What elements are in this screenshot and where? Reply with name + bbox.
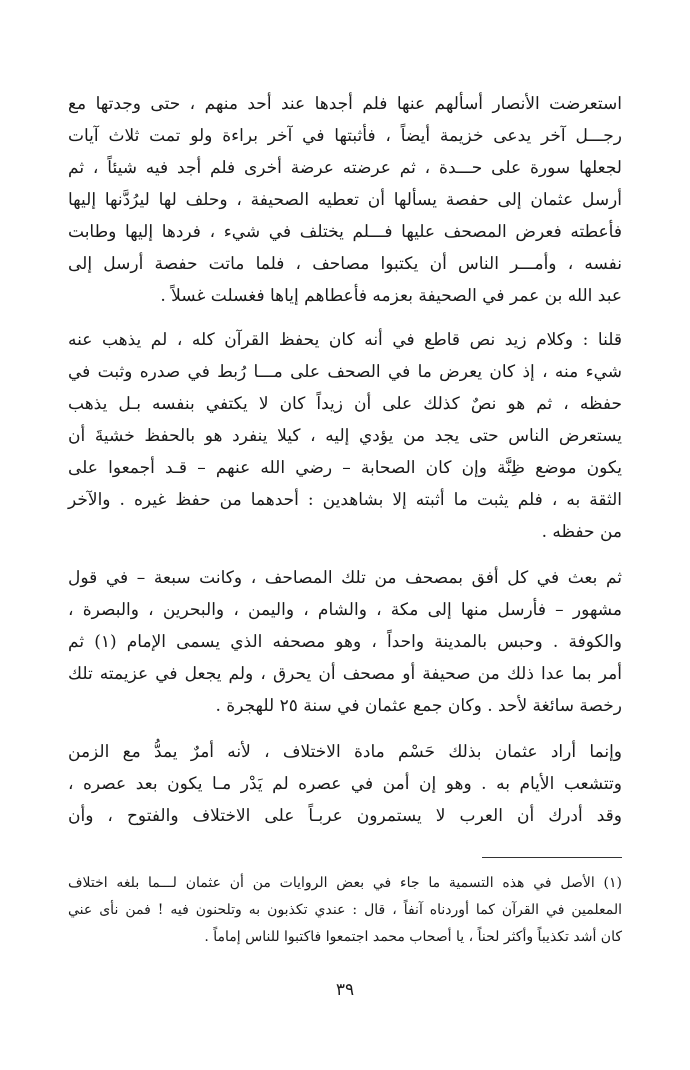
text-line: رجـــل آخر يدعى خزيمة أيضاً ، فأثبتها في آخر براءة ولو تمت ثلاث آيات bbox=[68, 126, 622, 146]
text-line: وتتشعب الأيام به . وهو إن أمن في عصره لم يَدْر مـا يكون بعد عصره ، bbox=[68, 774, 622, 794]
page-number: ٣٩ bbox=[335, 980, 355, 1000]
footnote bbox=[68, 870, 622, 951]
footnote-line: كان أشد تكذيباً وأكثر لحناً ، يا أصحاب محمد اجتمعوا فاكتبوا للناس إماماً . bbox=[204, 929, 622, 945]
paragraph-1 bbox=[68, 88, 622, 312]
text-line: رخصة سائغة لأحد . وكان جمع عثمان في سنة ٢٥ للهجرة . bbox=[215, 696, 622, 716]
text-line: قلنا : وكلام زيد نص قاطع في أنه كان يحفظ القرآن كله ، لم يذهب عنه bbox=[68, 330, 622, 350]
main-text bbox=[68, 88, 622, 846]
text-line: وإنما أراد عثمان بذلك حَسْم مادة الاختلاف ، لأنه أمرٌ يمدُّ مع الزمن bbox=[68, 742, 622, 762]
text-line: أمر بما عدا ذلك من صحيفة أو مصحف أن يحرق ، ولم يجعل في عزيمته تلك bbox=[68, 664, 622, 684]
text-line: الثقة به ، فلم يثبت ما أثبته إلا بشاهدين : أحدهما من حفظ غيره . والآخر bbox=[68, 490, 622, 510]
text-line: شيء منه ، إذ كان يعرض ما في الصحف على مـــا رُبط في صدره وثبت في bbox=[68, 362, 622, 382]
text-line: من حفظه . bbox=[541, 522, 622, 542]
text-line: عبد الله بن عمر في الصحيفة بعزمه فأعطاهم إياها فغسلت غسلاً . bbox=[160, 286, 622, 306]
paragraph-3 bbox=[68, 562, 622, 722]
footnote-line: المعلمين في القرآن كما أوردناه آنفاً ، قال : عندي تكذبون به وتلحنون فيه ! فمن نأى عني bbox=[68, 902, 622, 918]
text-line: يكون موضع ظِنَّة وإن كان الصحابة – رضي الله عنهم – قـد أجمعوا على bbox=[68, 458, 622, 478]
text-line: استعرضت الأنصار أسألهم عنها فلم أجدها عند أحد منهم ، حتى وجدتها مع bbox=[68, 94, 622, 114]
paragraph-2 bbox=[68, 324, 622, 548]
text-line: فأعطته فعرض المصحف عليها فـــلم يختلف في شيء ، فردها إليها وطابت bbox=[68, 222, 622, 242]
text-line: يستعرض الناس حتى يجد من يؤدي إليه ، كيلا ينفرد هو بالحفظ خشيةَ أن bbox=[68, 426, 622, 446]
text-line: لجعلها سورة على حـــدة ، ثم عرضته عرضة أخرى فلم أجد فيه شيئاً ، ثم bbox=[68, 158, 622, 178]
text-line: أرسل عثمان إلى حفصة يسألها أن تعطيه الصحيفة ، وحلف لها ليرُدَّنها إليها bbox=[68, 190, 622, 210]
footnote-divider bbox=[482, 857, 622, 858]
text-line: مشهور – فأرسل منها إلى مكة ، والشام ، واليمن ، والبحرين ، والبصرة ، bbox=[68, 600, 622, 620]
text-line: نفسه ، وأمـــر الناس أن يكتبوا مصاحف ، فلما ماتت حفصة أرسل إلى bbox=[68, 254, 622, 274]
text-line: والكوفة . وحبس بالمدينة واحداً ، وهو مصحفه الذي يسمى الإمام (١) ثم bbox=[68, 632, 622, 652]
paragraph-4 bbox=[68, 736, 622, 832]
text-line: ثم بعث في كل أفق بمصحف من تلك المصاحف ، وكانت سبعة – في قول bbox=[68, 568, 622, 588]
text-line: حفظه ، ثم هو نصٌ كذلك على أن زيداً كان لا يكتفي بنفسه بـل يذهب bbox=[68, 394, 622, 414]
footnote-line: (١) الأصل في هذه التسمية ما جاء في بعض الروايات من أن عثمان لـــما بلغه اختلاف bbox=[68, 875, 622, 891]
text-line: وقد أدرك أن العرب لا يستمرون عربـاً على الاختلاف والفتوح ، وأن bbox=[68, 806, 622, 826]
